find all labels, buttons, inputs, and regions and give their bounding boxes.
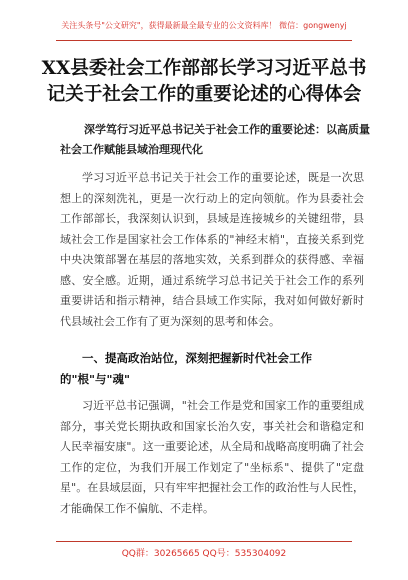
document-title: XX县委社会工作部部长学习习近平总书记关于社会工作的重要论述的心得体会 [41, 58, 367, 105]
footer-divider [56, 541, 352, 542]
header-banner: 关注头条号"公文研究"，获得最新最全最专业的公文资料库！ 微信：gongwenyj [61, 21, 347, 30]
section-paragraph: 习近平总书记强调，"社会工作是党和国家工作的重要组成部分，事关党长期执政和国家长治久安，事关社会和谐稳定和人民幸福安康"。这一重要论述，从全局和战略高度明确了社会工作的定位，为我们开展工作划定了"坐标系"、提供了"定盘星"。在县域层面，只有牢牢把握社会工作的政治性与人民性，才能确保工作不偏航、不走样。 [60, 399, 364, 515]
intro-paragraph: 学习习近平总书记关于社会工作的重要论述，既是一次思想上的深刻洗礼，更是一次行动上的定向领航。作为县委社会工作部部长，我深刻认识到，县域是连接城乡的关键纽带，县域社会工作是国家社会工作体系的"神经末梢"，直接关系到党中央决策部署在基层的落地实效，关系到群众的获得感、幸福感、安全感。近期，通过系统学习总书记关于社会工作的系列重要讲话和指示精神，结合县域工作实际，我对如何做好新时代县域社会工作有了更为深刻的思考和体会。 [60, 171, 364, 328]
document-subtitle: 深学笃行习近平总书记关于社会工作的重要论述：以高质量社会工作赋能县域治理现代化 [60, 123, 370, 156]
section-heading: 一、提高政治站位，深刻把握新时代社会工作的"根"与"魂" [60, 351, 312, 386]
header-divider [56, 40, 352, 41]
footer-contact: QQ群：30265665 QQ号：535304092 [121, 549, 287, 559]
